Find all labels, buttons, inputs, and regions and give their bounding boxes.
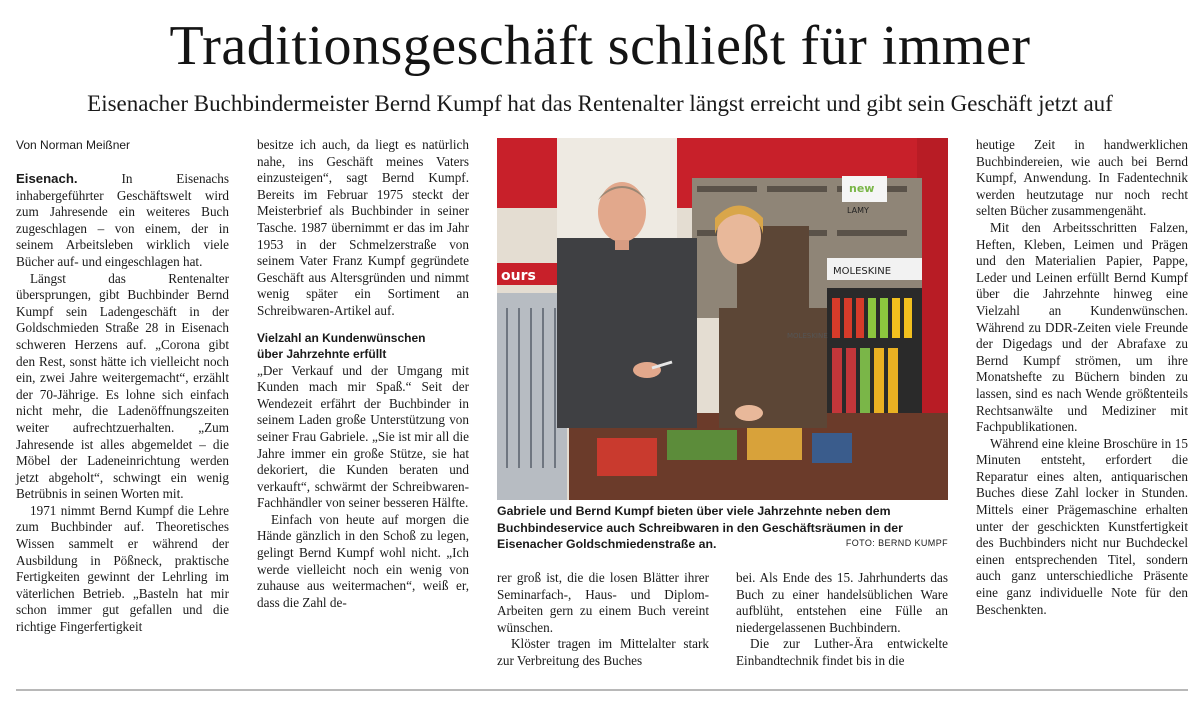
byline: Von Norman Meißner: [16, 138, 131, 152]
paragraph: Während eine kleine Broschüre in 15 Minuten entsteht, erfordert die Reparatur eines alten, antiquarischen Buches diese Zahl locker in Stunden. Mittels einer Prägemaschine erhalten unter der geschickten Kunstfertigkeit des Buchbinders nicht nur Buchdeckel einen entsprechenden Titel, sondern auch ganz unterschiedliche Präsente eine ganz individuelle Note für den Beschenkten.: [976, 435, 1188, 617]
headline: Traditionsgeschäft schließt für immer: [169, 15, 1031, 77]
subheading-line: über Jahrzehnte erfüllt: [257, 346, 387, 361]
sign-ours: ours: [501, 268, 536, 284]
sign-lamy: LAMY: [847, 206, 869, 215]
subheading-line: Vielzahl an Kundenwünschen: [257, 330, 426, 345]
bottom-rule: [16, 689, 1188, 691]
column-3: [497, 570, 709, 670]
caption-text: Gabriele und Bernd Kumpf bieten über viele Jahrzehnte neben dem Buchbindeservice auch Schreibwaren in den Geschäftsräumen in der Eisenacher Goldschmiedenstraße an.: [497, 504, 903, 552]
paragraph: [16, 171, 229, 271]
photo-caption: [497, 503, 948, 553]
sign-moleskine-small: MOLESKINE: [787, 332, 828, 340]
paragraph: bei. Als Ende des 15. Jahrhunderts das Buch zu einer handelsüblichen Ware aufblüht, entstehen eine Fülle an niedergelassenen Buchbindern.: [736, 570, 948, 635]
paragraph: besitze ich auch, da liegt es natürlich nahe, ins Geschäft meines Vaters einzusteigen“, sagt Bernd Kumpf. Bereits im Februar 1975 steckt der Meisterbrief als Buchbinder in seiner Tasche. 1987 übernimmt er das im Jahr 1953 in der Schmelzerstraße von seinem Vater Franz Kumpf gegründete Geschäft aus Altersgründen und nimmt wenig später ein Sortiment an Schreibwaren-Artikel auf.: [257, 137, 469, 318]
paragraph: Längst das Rentenalter übersprungen, gibt Buchbinder Bernd Kumpf sein Ladengeschäft in der Goldschmieden Straße 28 in Eisenach schweren Herzens auf. „Corona gibt den Rest, sonst hätte ich vielleicht noch ein, zwei Jahre weitergemacht“, erzählt der 70-Jährige. Es lohne sich einfach nicht mehr, die Ladenöffnungszeiten weiter aufrechtzuerhalten. „Zum Jahresende ist alles abgemeldet – die Möbel der Ladeneinrichtung werden jetzt abgeholt“, schwingt ein wenig Betrübnis in seinen Worten mit.: [16, 270, 229, 502]
subheading: [257, 330, 469, 362]
shop-photo: [497, 138, 948, 500]
column-1: [16, 137, 229, 636]
sign-new: new: [849, 182, 875, 195]
paragraph: Die zur Luther-Ära entwickelte Einbandtechnik findet bis in die: [736, 636, 948, 668]
shop-photo-illustration: [497, 138, 948, 500]
photo-credit: FOTO: BERND KUMPF: [845, 538, 948, 549]
paragraph: Mit den Arbeitsschritten Falzen, Heften, Kleben, Leimen und Prägen und den Materialien Papier, Pappe, Leder und Leinen erfüllt Bernd Kumpf über die Jahrzehnte hinweg eine Vielzahl an Kundenwünschen. Während zu DDR-Zeiten viele Freunde der Digedags und der Abrafaxe zu Bernd Kumpf strömen, um ihre Monatshefte zu Büchern binden zu lassen, sind es nach Wende größtenteils Rechtsanwälte und Mediziner mit Fachpublikationen.: [976, 219, 1188, 435]
column-4: [736, 570, 948, 670]
column-2: [257, 137, 469, 611]
paragraph: rer groß ist, die die losen Blätter ihrer Seminarfach-, Haus- und Diplom-Arbeiten gern zu einem Buch vereint wünschen.: [497, 570, 709, 635]
sign-moleskine: MOLESKINE: [833, 266, 892, 277]
paragraph: heutige Zeit in handwerklichen Buchbindereien, wie auch bei Bernd Kumpf, Anwendung. In Fadentechnik werden heutzutage nur noch recht selten Bücher zusammengenäht.: [976, 137, 1188, 219]
dateline: Eisenach.: [16, 171, 78, 186]
paragraph-text: In Eisenachs inhabergeführter Geschäftswelt wird zum Jahresende ein weiteres Buch zugeschlagen – von einem, der in seinem Arbeitsleben wirklich viele Bücher auf- und eingeschlagen hat.: [16, 171, 230, 269]
subheadline: Eisenacher Buchbindermeister Bernd Kumpf hat das Rentenalter längst erreicht und gibt sein Geschäft jetzt auf: [87, 91, 1113, 116]
paragraph: „Der Verkauf und der Umgang mit Kunden mach mir Spaß.“ Seit der Wendezeit erfährt der Buchbinder in seinem Laden große Unterstützung von seiner Frau Gabriele. „Sie ist mir all die Jahre immer ein große Stütze, sie hat dekoriert, die Kunden beraten und verkauft“, schwärmt der Schreibwaren-Fachhändler von seiner besseren Hälfte.: [257, 362, 469, 511]
paragraph: Klöster tragen im Mittelalter stark zur Verbreitung des Buches: [497, 636, 709, 668]
paragraph: 1971 nimmt Bernd Kumpf die Lehre zum Buchbinder auf. Theoretisches Wissen sammelt er während der Ausbildung in Pößneck, praktische Fertigkeiten gewinnt der Lehrling im väterlichen Betrieb. „Basteln hat mir schon immer gut gefallen und die richtige Fingerfertigkeit: [16, 502, 229, 635]
paragraph: Einfach von heute auf morgen die Hände gänzlich in den Schoß zu legen, gelingt Bernd Kumpf wohl nicht. „Ich werde vielleicht noch ein wenig von zuhause aus weitermachen“, weiß er, dass die Zahl de-: [257, 511, 469, 610]
column-5: [976, 137, 1188, 618]
